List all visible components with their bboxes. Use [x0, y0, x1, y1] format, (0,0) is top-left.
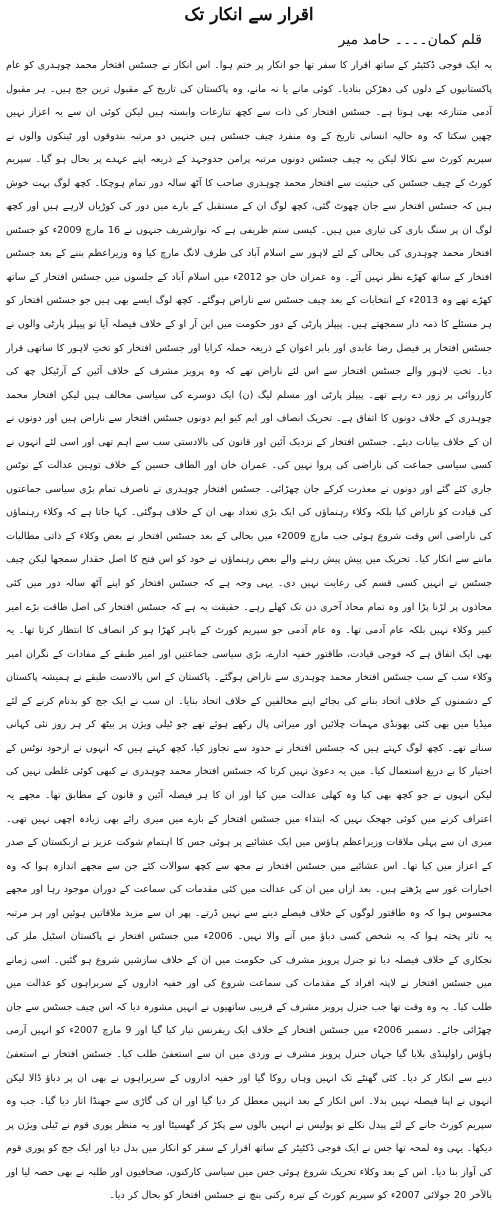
article-byline: قلم کمان۔۔۔۔ حامد میر [338, 32, 482, 48]
article-body: یہ ایک فوجی ڈکٹیٹر کے ساتھ اقرار کا سفر تھا جو انکار پر ختم ہوا۔ اس انکار نے جسٹس افتخار محمد چوہدری کو عام پاکستانیوں کے دلوں کی دھڑکن بنادیا۔ کوئی مانے یا نہ مانے، وہ پاکستان کی تاریخ کے مقبول ترین جج ہیں۔ ہر مقبول آدمی متنازعہ بھی ہوتا ہے۔ جسٹس افتخار کی ذات سے کچھ تنازعات وابستہ ہیں لیکن کوئی ان سے یہ اعزاز نہیں چھین سکتا کہ وہ حالیہ انسانی تاریخ کے وہ منفرد چیف جسٹس ہیں جنہیں دو مرتبہ بندوقوں اور ٹینکوں والوں نے سپریم کورٹ سے نکالا لیکن یہ چیف جسٹس دونوں مرتبہ پرامن جدوجہد کے ذریعہ اپنے عہدے پر بحال ہو گیا۔ سپریم کورٹ کے چیف جسٹس کی حیثیت سے افتخار محمد چوہدری صاحب کا آٹھ سالہ دور تمام ہوچکا۔ کچھ لوگ بہت خوش ہیں کہ جسٹس افتخار سے جان چھوٹ گئی، کچھ لوگ ان کے مستقبل کے بارے میں دور کی کوڑیاں لارہے ہیں اور کچھ لوگ ان پر سنگ باری کی تیاری میں ہیں۔ کیسی ستم ظریفی ہے کہ نوازشریف جنہوں نے 16 مارچ 2009ء کو جسٹس افتخار محمد چوہدری کی بحالی کے لئے لاہور سے اسلام آباد کی طرف لانگ مارچ کیا وہ وزیراعظم بننے کے بعد جسٹس افتخار کے ساتھ کھڑے نظر نہیں آئے۔ وہ عمران خان جو 2012ء میں اسلام آباد کے جلسوں میں جسٹس افتخار کے ساتھ کھڑے تھے وہ 2013ء کے انتخابات کے بعد چیف جسٹس سے ناراض ہوگئے۔ کچھ لوگ ایسے بھی ہیں جو جسٹس افتخار کو ہر مسئلے کا ذمہ دار سمجھتے ہیں۔ پیپلز پارٹی کے دور حکومت میں این آر او کے خلاف فیصلہ آیا تو پیپلز پارٹی والوں نے جسٹس افتخار پر فیصل رضا عابدی اور بابر اعوان کے ذریعہ حملہ کرایا اور جسٹس افتخار کو تختِ لاہور کا ساتھی قرار دیا۔ تختِ لاہور والے جسٹس افتخار سے اس لئے ناراض تھے کہ وہ پرویز مشرف کے خلاف آئین کے آرٹیکل چھ کی کارروائی پر زور دے رہے تھے۔ پیپلز پارٹی اور مسلم لیگ (ن) ایک دوسرے کی سیاسی مخالف ہیں لیکن افتخار محمد چوہدری کے خلاف دونوں کا اتفاق ہے۔ تحریک انصاف اور ایم کیو ایم دونوں جسٹس افتخار سے ناراض ہیں اور دونوں نے ان کے خلاف بیانات دیئے۔ جسٹس افتخار کے نزدیک آئین اور قانون کی بالادستی سب سے اہم تھی اور اسی لئے انہوں نے کسی سیاسی جماعت کی ناراضی کی پروا نہیں کی۔ عمران خان اور الطاف حسین کے خلاف توہین عدالت کے نوٹس جاری کئے گئے اور دونوں نے معذرت کرکے جان چھڑائی۔ جسٹس افتخار چوہدری نے ناصرف تمام بڑی سیاسی جماعتوں کی قیادت کو ناراض کیا بلکہ وکلاء رہنماؤں کی ایک بڑی تعداد بھی ان کے خلاف ہوگئی۔ کہا جاتا ہے کہ وکلاء رہنماؤں کی ناراضی اس وقت شروع ہوئی جب مارچ 2009ء میں بحالی کے بعد جسٹس افتخار نے بعض وکلاء کے ذاتی مطالبات ماننے سے انکار کیا۔ تحریک میں پیش پیش رہنے والے بعض رہنماؤں نے خود کو اس فتح کا اصل حقدار سمجھا لیکن چیف جسٹس نے انہیں کسی قسم کی رعایت نہیں دی۔ یہی وجہ ہے کہ جسٹس افتخار کو اپنے آٹھ سالہ دور میں کئی محاذوں پر لڑنا پڑا اور وہ تمام محاذ آخری دن تک کھلے رہے۔ حقیقت یہ ہے کہ جسٹس افتخار کی اصل طاقت بڑے امیر کبیر وکلاء نہیں بلکہ عام آدمی تھا۔ وہ عام آدمی جو سپریم کورٹ کے باہر کھڑا ہو کر انصاف کا انتظار کرتا تھا۔ یہ بھی ایک اتفاق ہے کہ فوجی قیادت، طاقتور خفیہ ادارے، بڑی سیاسی جماعتیں اور امیر طبقے کے مفادات کے نگران امیر وکلاء سب کے سب جسٹس افتخار محمد چوہدری سے ناراض ہوگئے۔ پاکستان کے اس بالادست طبقے نے ہمیشہ پاکستان کے دشمنوں کے خلاف اتحاد بنانے کی بجائے اپنے مخالفین کے خلاف اتحاد بنایا۔ ان سب نے ایک جج کو بدنام کرنے کے لئے میڈیا میں بھی کئی بھونڈی مہمات چلائیں اور میراثی پال رکھے ہوئے تھے جو ٹیلی ویژن پر بیٹھ کر ہر روز نئی کہانی سناتے تھے۔ کچھ لوگ کہتے ہیں کہ جسٹس افتخار نے حدود سے تجاوز کیا، کچھ کہتے ہیں کہ انہوں نے ازخود نوٹس کے اختیار کا بے دریغ استعمال کیا۔ میں یہ دعویٰ نہیں کرتا کہ جسٹس افتخار محمد چوہدری نے کبھی کوئی غلطی نہیں کی لیکن انہوں نے جو کچھ بھی کیا وہ کھلی عدالت میں کیا اور ان کا ہر فیصلہ آئین و قانون کے مطابق تھا۔ مجھے یہ اعتراف کرنے میں کوئی جھجک نہیں کہ ابتداء میں جسٹس افتخار کے بارے میں میری رائے بھی زیادہ اچھی نہیں تھی۔ میری ان سے پہلی ملاقات وزیراعظم ہاؤس میں ایک عشائیے پر ہوئی جس کا اہتمام شوکت عزیز نے ازبکستان کے صدر کے اعزاز میں کیا تھا۔ اس عشائیے میں جسٹس افتخار نے مجھ سے کچھ سوالات کئے جن سے مجھے اندازہ ہوا کہ وہ اخبارات غور سے پڑھتے ہیں۔ بعد ازاں میں ان کی عدالت میں کئی مقدمات کی سماعت کے دوران موجود رہا اور مجھے محسوس ہوا کہ وہ طاقتور لوگوں کے خلاف فیصلے دینے سے نہیں ڈرتے۔ پھر ان سے مزید ملاقاتیں ہوئیں اور ہر مرتبہ یہ تاثر پختہ ہوا کہ یہ شخص کسی دباؤ میں آنے والا نہیں۔ 2006ء میں جسٹس افتخار نے پاکستان اسٹیل ملز کی نجکاری کے خلاف فیصلہ دیا تو جنرل پرویز مشرف کی حکومت میں ان کے خلاف سازشیں شروع ہو گئیں۔ اسی زمانے میں جسٹس افتخار نے لاپتہ افراد کے مقدمات کی سماعت شروع کی اور خفیہ اداروں کے سربراہوں کو عدالت میں طلب کیا۔ یہ وہ وقت تھا جب جنرل پرویز مشرف کے قریبی ساتھیوں نے انہیں مشورہ دیا کہ اس چیف جسٹس سے جان چھڑائی جائے۔ دسمبر 2006ء میں جسٹس افتخار کے خلاف ایک ریفرنس تیار کیا گیا اور 9 مارچ 2007ء کو انہیں آرمی ہاؤس راولپنڈی بلایا گیا جہاں جنرل پرویز مشرف نے وردی میں ان سے استعفیٰ طلب کیا۔ جسٹس افتخار نے استعفیٰ دینے سے انکار کر دیا۔ کئی گھنٹے تک انہیں وہاں روکا گیا اور خفیہ اداروں کے سربراہوں نے بھی ان پر دباؤ ڈالا لیکن انہوں نے اپنا فیصلہ نہیں بدلا۔ اس انکار کے بعد انہیں معطل کر دیا گیا اور ان کی گاڑی سے جھنڈا اتار دیا گیا۔ جب وہ سپریم کورٹ جانے کے لئے پیدل نکلے تو پولیس نے انہیں بالوں سے پکڑ کر گھسیٹا اور یہ منظر پوری قوم نے ٹیلی ویژن پر دیکھا۔ یہی وہ لمحہ تھا جس نے ایک فوجی ڈکٹیٹر کے ساتھ اقرار کے سفر کو انکار میں بدل دیا اور ایک جج کو پوری قوم کی آواز بنا دیا۔ اس کے بعد وکلاء تحریک شروع ہوئی جس میں سیاسی کارکنوں، صحافیوں اور طلبہ نے بھی حصہ لیا اور بالآخر 20 جولائی 2007ء کو سپریم کورٹ کے تیرہ رکنی بنچ نے جسٹس افتخار کو بحال کر دیا۔ [6, 60, 492, 1202]
article-headline: اقرار سے انکار تک [184, 5, 314, 25]
